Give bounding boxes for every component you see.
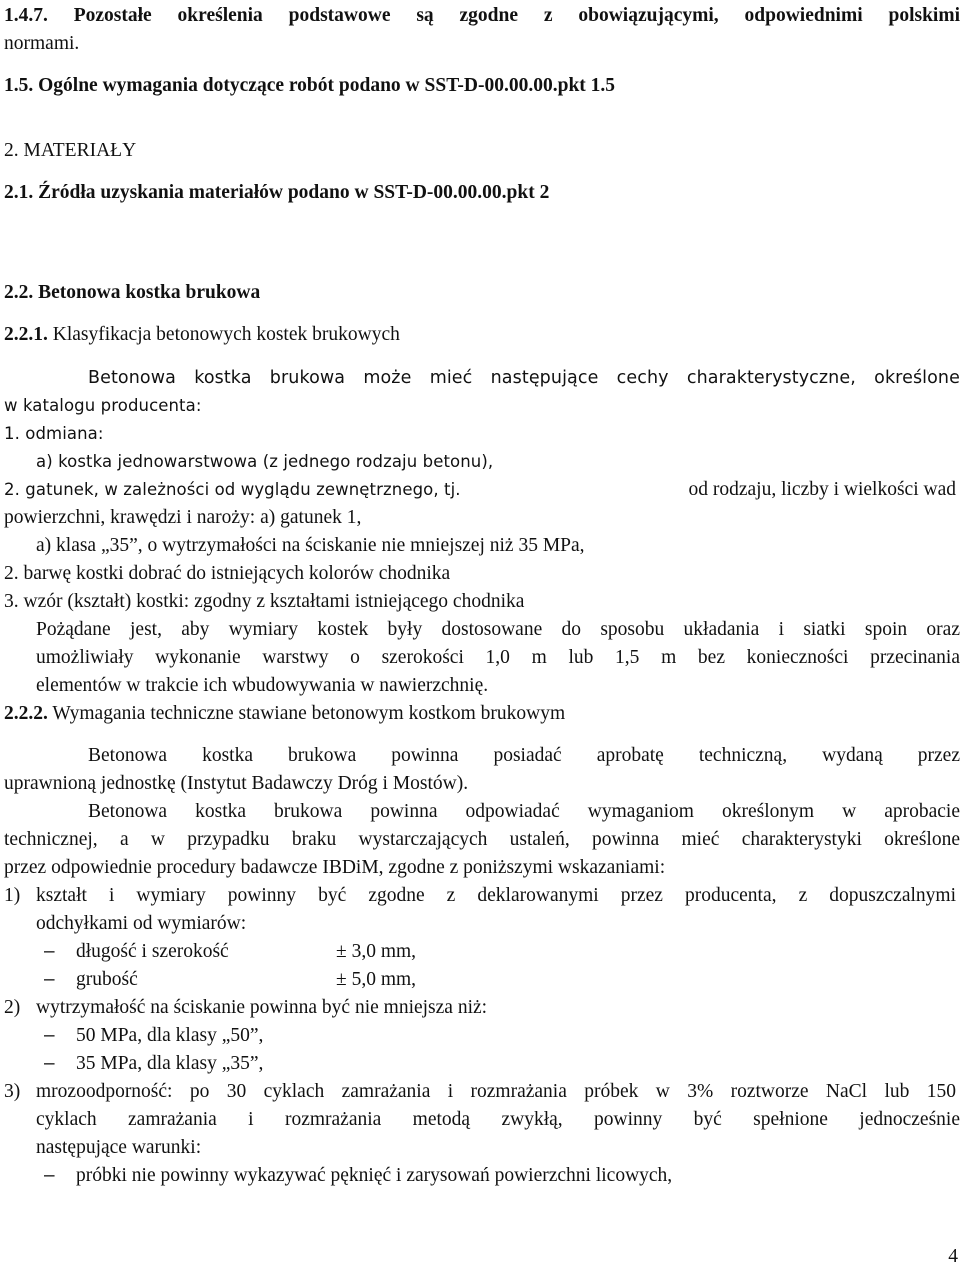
list-item: 1. odmiana: — [4, 424, 104, 443]
paragraph-line: uprawnioną jednostkę (Instytut Badawczy Dróg i Mostów). — [4, 773, 469, 794]
paragraph-line: cyklach zamrażania i rozmrażania metodą zwykłą, powinny być spełnione jednocześnie — [36, 1109, 960, 1130]
item-label: długość i szerokość — [76, 941, 229, 962]
dash-bullet: – — [44, 969, 55, 990]
paragraph-line: powierzchni, krawędzi i naroży: a) gatunek 1, — [4, 507, 362, 528]
paragraph-line — [4, 2, 960, 30]
heading-number: 2.2.2. — [4, 703, 48, 724]
list-text: mrozoodporność: po 30 cyklach zamrażania i rozmrażania próbek w 3% roztworze NaCl lub 150 — [36, 1081, 956, 1102]
paragraph-line: elementów w trakcie ich wbudowywania w nawierzchnię. — [36, 675, 489, 696]
text: 1.4.7. Pozostałe określenia podstawowe są zgodne z obowiązującymi, odpowiednimi polskimi — [4, 5, 960, 26]
list-item: 3. wzór (kształt) kostki: zgodny z kształtami istniejącego chodnika — [4, 591, 525, 612]
paragraph-line: Betonowa kostka brukowa powinna posiadać aprobatę techniczną, wydaną przez — [88, 745, 960, 766]
paragraph-line: w katalogu producenta: — [4, 396, 202, 415]
list-item: a) klasa „35”, o wytrzymałości na ściskanie nie mniejszej niż 35 MPa, — [36, 535, 585, 556]
list-item — [4, 476, 960, 504]
paragraph-line: technicznej, a w przypadku braku wystarczających ustaleń, powinna mieć charakterystyki określone — [4, 829, 960, 850]
text-condensed: 2. gatunek, w zależności od wyglądu zewnętrznego, tj. — [4, 480, 461, 499]
list-number: 3) — [4, 1081, 21, 1102]
section-heading: 1.5. Ogólne wymagania dotyczące robót podano w SST-D-00.00.00.pkt 1.5 — [4, 75, 616, 96]
section-heading-materials: 2. MATERIAŁY — [4, 140, 137, 161]
item-value: ± 5,0 mm, — [336, 969, 417, 990]
item-label: 35 MPa, dla klasy „35”, — [76, 1053, 264, 1074]
item-label: grubość — [76, 969, 138, 990]
dash-bullet: – — [44, 1053, 55, 1074]
item-value: ± 3,0 mm, — [336, 941, 417, 962]
subsection-heading — [4, 321, 960, 349]
list-number: 2) — [4, 997, 21, 1018]
paragraph-line: Betonowa kostka brukowa może mieć następujące cechy charakterystyczne, określone — [88, 368, 960, 388]
heading-text: Wymagania techniczne stawiane betonowym kostkom brukowym — [52, 703, 566, 724]
text: normami. — [4, 33, 80, 54]
heading-text: Klasyfikacja betonowych kostek brukowych — [52, 324, 400, 345]
text: od rodzaju, liczby i wielkości wad — [688, 479, 956, 500]
list-number: 1) — [4, 885, 21, 906]
item-label: próbki nie powinny wykazywać pęknięć i zarysowań powierzchni licowych, — [76, 1165, 673, 1186]
list-item: 2. barwę kostki dobrać do istniejących kolorów chodnika — [4, 563, 451, 584]
list-text: wytrzymałość na ściskanie powinna być nie mniejsza niż: — [36, 997, 488, 1018]
paragraph-line: przez odpowiednie procedury badawcze IBDiM, zgodne z poniższymi wskazaniami: — [4, 857, 666, 878]
dash-bullet: – — [44, 1025, 55, 1046]
paragraph-line: umożliwiały wykonanie warstwy o szerokości 1,0 m lub 1,5 m bez konieczności przecinania — [36, 647, 960, 668]
page-number: 4 — [948, 1246, 958, 1267]
heading-number: 2.2.1. — [4, 324, 48, 345]
dash-bullet: – — [44, 1165, 55, 1186]
list-item: a) kostka jednowarstwowa (z jednego rodzaju betonu), — [36, 452, 494, 471]
subsection-heading — [4, 700, 960, 728]
paragraph-line: Betonowa kostka brukowa powinna odpowiadać wymaganiom określonym w aprobacie — [88, 801, 960, 822]
section-heading: 2.1. Źródła uzyskania materiałów podano w SST-D-00.00.00.pkt 2 — [4, 182, 550, 203]
paragraph-line: odchyłkami od wymiarów: — [36, 913, 247, 934]
dash-bullet: – — [44, 941, 55, 962]
item-label: 50 MPa, dla klasy „50”, — [76, 1025, 264, 1046]
section-heading: 2.2. Betonowa kostka brukowa — [4, 282, 261, 303]
paragraph-line: następujące warunki: — [36, 1137, 202, 1158]
paragraph-line: Pożądane jest, aby wymiary kostek były dostosowane do sposobu układania i siatki spoin oraz — [36, 619, 960, 640]
paragraph-line — [4, 30, 960, 58]
list-text: kształt i wymiary powinny być zgodne z deklarowanymi przez producenta, z dopuszczalnymi — [36, 885, 956, 906]
